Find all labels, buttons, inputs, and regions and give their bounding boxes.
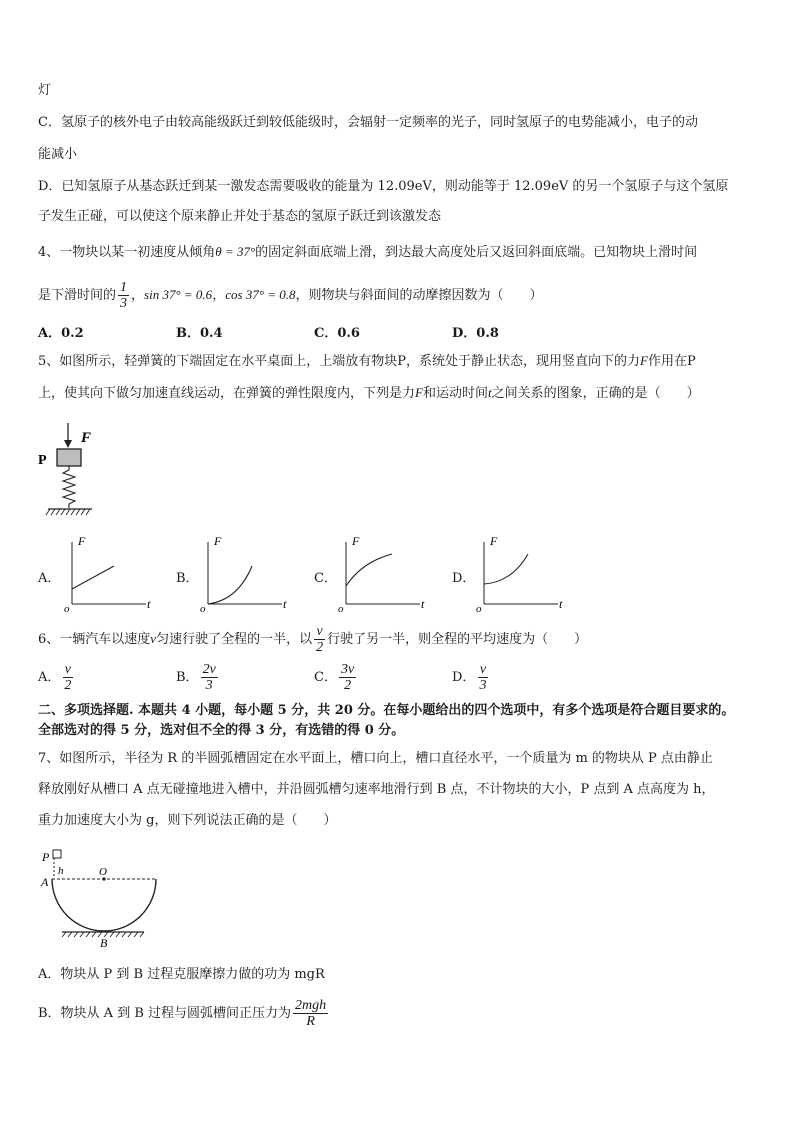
graph-c-y-label: F (352, 534, 360, 548)
option-d-cont: 子发生正碰，可以使这个原来静止并处于基态的氢原子跃迁到该激发态 (38, 209, 442, 224)
force-label: F (81, 430, 92, 446)
point-b-label: B (100, 936, 108, 950)
q6-option-b-den: 3 (205, 678, 213, 693)
section-2-heading: 二、多项选择题. 本题共 4 小题，每小题 5 分，共 20 分。在每小题给出的四个选项中，有多个选项是符合题目要求的。 (38, 703, 735, 718)
text-line-1: 灯 (38, 83, 52, 98)
q4-frac-den: 3 (120, 296, 128, 311)
q5-stem-2 (38, 384, 700, 403)
q6-option-d-den: 3 (479, 678, 487, 693)
q5-F: F (640, 353, 648, 368)
q5-option-d: D． (452, 571, 476, 586)
graph-b (196, 534, 292, 614)
q7-option-b-num: 2mgh (295, 998, 327, 1013)
q5-stem-1 (38, 352, 696, 371)
force-arrow-head (64, 440, 72, 448)
graph-c-origin: o (338, 603, 344, 614)
q4-text-d: ，则物块与斜面间的动摩擦因数为（ ） (295, 288, 543, 303)
graph-a (60, 534, 156, 614)
q4-stem-1 (38, 243, 697, 262)
q4-stem-2: 是下滑时间的 $\frac{1}{3}$ ，sin 37° = 0.6，cos 37° = 0.8，则物块与斜面间的动摩擦因数为（ ） (38, 280, 543, 311)
graph-a-y-label: F (78, 534, 86, 548)
graph-b-y-label: F (214, 534, 222, 548)
q4-option-a: A．0.2 (38, 326, 84, 341)
table-hatch (46, 509, 90, 515)
q6-option-c (314, 662, 358, 693)
option-c-cont: 能减小 (38, 147, 78, 162)
q7-stem-1: 7、如图所示，半径为 R 的半圆弧槽固定在水平面上，槽口向上，槽口直径水平，一个质量为 m 的物块从 P 点由静止 (38, 751, 713, 766)
q7-option-b-frac (293, 998, 328, 1029)
q5-line2c: 之间关系的图象，正确的是（ ） (491, 386, 700, 401)
q6-option-d-label: D． (452, 670, 476, 685)
q6-option-b-num: 2v (202, 662, 216, 677)
q6-text-b: 匀速行驶了全程的一半，以 (156, 632, 313, 647)
q6-frac-den: 2 (316, 640, 324, 655)
point-p-label: P (42, 850, 50, 864)
q6-stem (38, 624, 587, 655)
q5-option-a: A． (38, 571, 61, 586)
q4-cos: cos 37° = 0.8 (225, 287, 296, 302)
q6-text-a: 6、一辆汽车以速度 (38, 632, 151, 647)
q6-text-c: 行驶了另一半，则全程的平均速度为（ ） (327, 632, 588, 647)
graph-d (472, 534, 568, 614)
q6-option-d-num: v (479, 662, 487, 677)
graph-a-curve (72, 566, 114, 589)
spring-block-figure (36, 420, 106, 524)
q4-fraction (118, 280, 129, 311)
graph-c (334, 534, 430, 614)
q7-stem-2: 释放刚好从槽口 A 点无碰撞地进入槽中，并沿圆弧槽匀速率地滑行到 B 点，不计物块的大小，P 点到 A 点高度为 h， (38, 782, 715, 797)
q6-option-b-frac (201, 662, 218, 693)
q6-option-d-frac (477, 662, 488, 693)
q4-text-b: 的固定斜面底端上滑，到达最大高度处后又返回斜面底端。已知物块上滑时间 (255, 245, 698, 260)
q7-option-b (38, 998, 330, 1029)
q4-option-c: C．0.6 (314, 326, 360, 341)
q4-text-a: 4、一物块以某一初速度从倾角 (38, 245, 216, 260)
graph-d-x-label: t (559, 597, 563, 611)
q5-line1: 5、如图所示，轻弹簧的下端固定在水平桌面上，上端放有物块P，系统处于静止状态，现用竖直向下的力 (38, 354, 641, 369)
q6-option-a-label: A． (38, 670, 61, 685)
option-d-line: D．已知氢原子从基态跃迁到某一激发态需要吸收的能量为 12.09eV，则动能等于 12.09eV 的另一个氢原子与这个氢原 (38, 179, 729, 194)
graph-a-x-label: t (147, 597, 151, 611)
q5-F2: F (415, 385, 423, 400)
graph-d-origin: o (476, 603, 482, 614)
center-o-label: O (99, 866, 107, 878)
q6-option-a (38, 662, 75, 693)
q6-option-b-label: B． (176, 670, 199, 685)
q6-frac-num: v (316, 624, 323, 639)
q7-stem-3: 重力加速度大小为 g，则下列说法正确的是（ ） (38, 813, 337, 828)
q6-option-c-den: 2 (344, 678, 352, 693)
graph-c-curve (346, 554, 392, 586)
q6-option-c-num: 3v (340, 662, 355, 677)
option-c-line: C．氢原子的核外电子由较高能级跃迁到较低能级时，会辐射一定频率的光子，同时氢原子的电势能减小，电子的动 (38, 115, 698, 130)
q4-option-b: B．0.4 (176, 326, 223, 341)
q7-option-a: A．物块从 P 到 B 过程克服摩擦力做的功为 mgR (38, 967, 325, 982)
graph-a-origin: o (64, 603, 70, 614)
q5-line2a: 上，使其向下做匀加速直线运动，在弹簧的弹性限度内，下列是力 (38, 386, 416, 401)
q6-option-b (176, 662, 220, 693)
q5-option-c: C． (314, 571, 337, 586)
q6-option-c-frac (339, 662, 356, 693)
q5-line1b: 作用在P (647, 354, 696, 369)
block-at-p (53, 850, 61, 858)
section-2-scoring: 全部选对的得 5 分，选对但不全的得 3 分，有选错的得 0 分。 (38, 723, 405, 738)
q4-frac-num: 1 (120, 280, 128, 295)
semicircle-arc (52, 879, 156, 931)
q6-option-a-num: v (64, 662, 71, 677)
block-label: P (38, 453, 47, 468)
semicircle-track-figure (36, 844, 166, 950)
q7-option-b-text: B．物块从 A 到 B 过程与圆弧槽间正压力为 (38, 1006, 292, 1021)
q4-text-c: 是下滑时间的 (38, 288, 117, 303)
block-p (57, 449, 81, 466)
graph-b-curve (208, 566, 252, 604)
q4-option-d: D．0.8 (452, 326, 499, 341)
q4-theta: θ = 37° (215, 244, 256, 259)
q6-option-d (452, 662, 490, 693)
graph-b-x-label: t (283, 597, 287, 611)
height-label: h (58, 865, 64, 877)
graph-d-curve (484, 554, 528, 584)
q6-option-a-den: 2 (64, 678, 72, 693)
q5-t: t (487, 385, 492, 400)
q5-option-b: B． (176, 571, 199, 586)
spring (63, 466, 75, 508)
graph-c-x-label: t (421, 597, 425, 611)
graph-b-origin: o (200, 603, 206, 614)
q6-option-c-label: C． (314, 670, 337, 685)
q6-v: v (150, 631, 157, 646)
q5-line2b: 和运动时间 (422, 386, 488, 401)
q6-option-a-frac (62, 662, 73, 693)
point-a-label: A (41, 875, 49, 889)
graph-d-y-label: F (490, 534, 498, 548)
q4-sin: sin 37° = 0.6 (144, 287, 213, 302)
q6-fraction (314, 624, 325, 655)
q7-option-b-den: R (306, 1014, 315, 1029)
